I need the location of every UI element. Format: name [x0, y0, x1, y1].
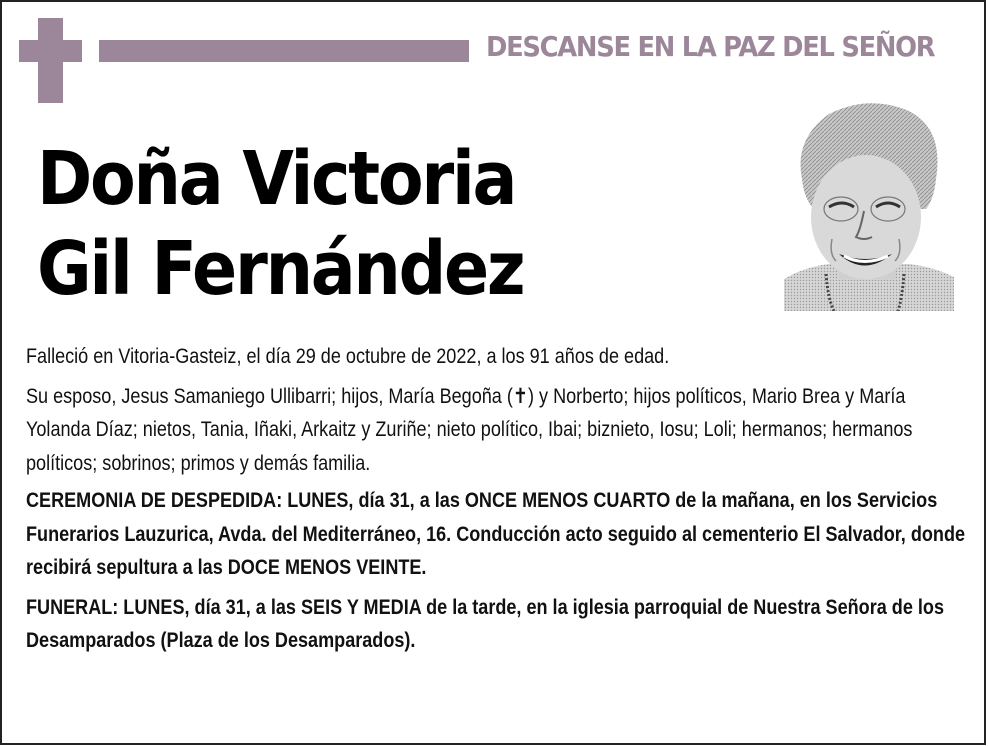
name-line-1: Doña Victoria [37, 136, 516, 222]
header-rule [99, 40, 469, 62]
name-line-2: Gil Fernández [37, 226, 524, 312]
small-cross-icon: ✝ [512, 384, 529, 408]
notice-body [26, 340, 966, 664]
death-announcement: Falleció en Vitoria-Gasteiz, el día 29 de octubre de 2022, a los 91 años de edad. [26, 345, 670, 368]
deceased-name [37, 134, 523, 314]
funeral-details: FUNERAL: LUNES, día 31, a las SEIS Y MEDIA de la tarde, en la iglesia parroquial de Nuestra Señora de los Desamparados (Plaza de los Desamparados). [26, 595, 944, 652]
header-motto: DESCANSE EN LA PAZ DEL SEÑOR [486, 30, 935, 63]
portrait-photo [784, 99, 954, 311]
ceremony-details: CEREMONIA DE DESPEDIDA: LUNES, día 31, a las ONCE MENOS CUARTO de la mañana, en los Servicios Funerarios Lauzurica, Avda. del Mediterráneo, 16. Conducción acto seguido al cementerio El Salvador, donde recibirá sepultura a las DOCE MENOS VEINTE. [26, 489, 966, 579]
relatives-list: Su esposo, Jesus Samaniego Ullibarri; hijos, María Begoña (✝) y Norberto; hijos políticos, Mario Brea y María Yolanda Díaz; nietos, Tania, Iñaki, Arkaitz y Zuriñe; nieto político, Ibai; biznieto, Iosu; Loli; hermanos; hermanos políticos; sobrinos; primos y demás familia. [26, 384, 913, 475]
